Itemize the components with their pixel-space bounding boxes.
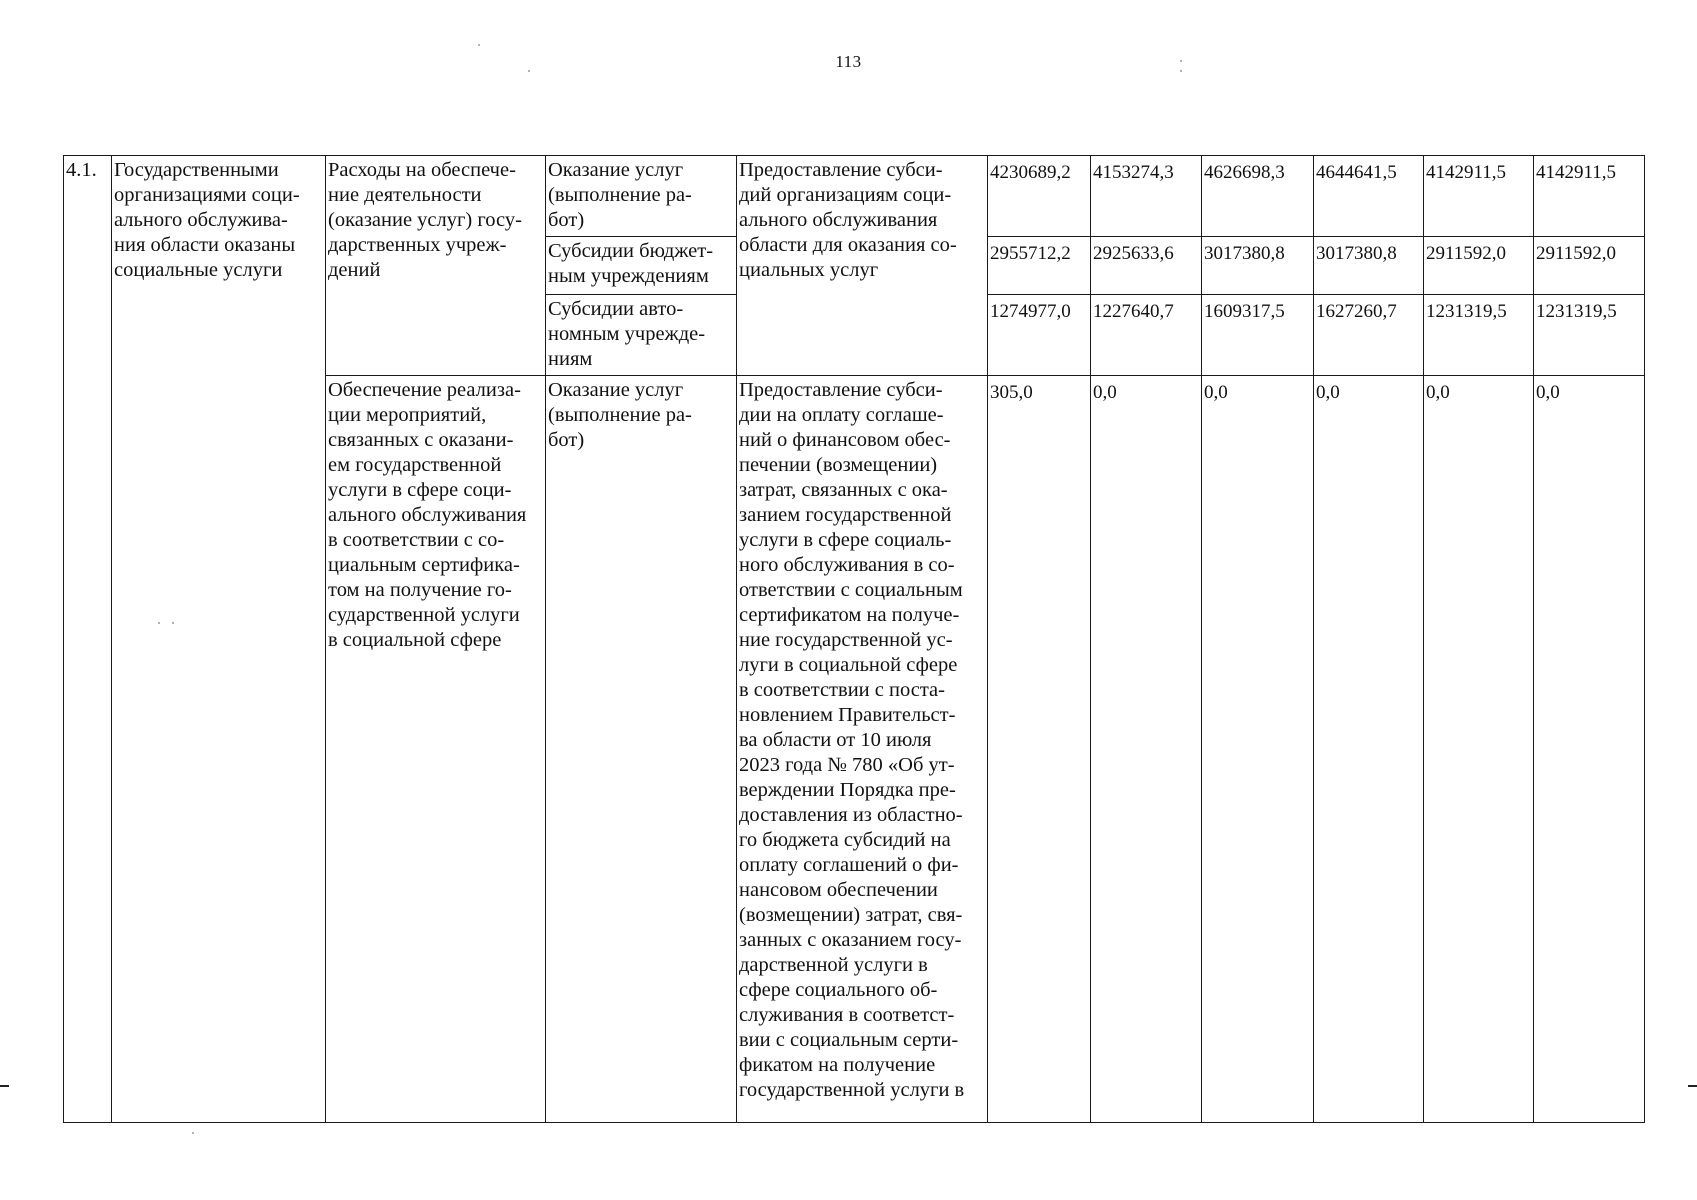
value-cell: 0,0	[1202, 376, 1314, 1123]
scan-speck	[528, 70, 530, 72]
direction-cell: Предоставление субси- дии на оплату соглаше- ний о финансовом обес- печении (возмещении) затрат, связанных с ока- занием государственной услуги в сфере социаль- ного обслуживания в со- ответствии с социальным сертификатом на получе- ние государственной ус- луги в социальной сфере в соответствии с поста- новлением Правительст- ва области от 10 июля 2023 года № 780 «Об ут- верждении Порядка пре- доставления из областно- го бюджета субсидий на оплату соглашений о фи- нансовом обеспечении (возмещении) затрат, свя- занных с оказанием госу- дарственной услуги в сфере социального об- служивания в соответст- вии с социальным серти- фикатом на получение государственной услуги в	[737, 376, 988, 1123]
value-cell: 1609317,5	[1202, 295, 1314, 376]
value-cell: 3017380,8	[1202, 237, 1314, 295]
page-number: 113	[835, 52, 862, 71]
row-number-cell: 4.1.	[64, 156, 112, 1123]
result-cell: Государственными организациями соци- ального обслужива- ния области оказаны социальные услуги	[112, 156, 326, 1123]
value-cell: 2911592,0	[1534, 237, 1645, 295]
scan-speck	[478, 44, 480, 46]
value-cell: 2955712,2	[988, 237, 1091, 295]
direction-cell: Предоставление субси- дий организациям соци- ального обслуживания области для оказания со- циальных услуг	[737, 156, 988, 376]
value-cell: 1231319,5	[1534, 295, 1645, 376]
value-cell: 4626698,3	[1202, 156, 1314, 237]
measure-cell: Расходы на обеспече- ние деятельности (оказание услуг) госу- дарственных учреж- дений	[326, 156, 546, 376]
scan-edge-mark	[0, 1085, 9, 1087]
value-cell: 4644641,5	[1314, 156, 1424, 237]
expense-type-cell: Субсидии бюджет- ным учреждениям	[546, 237, 737, 295]
scan-speck	[1180, 70, 1182, 72]
value-cell: 4142911,5	[1424, 156, 1534, 237]
scan-speck	[192, 1132, 194, 1134]
scan-speck	[1180, 60, 1182, 62]
expense-type-cell: Оказание услуг (выполнение ра- бот)	[546, 376, 737, 1123]
value-cell: 3017380,8	[1314, 237, 1424, 295]
value-cell: 0,0	[1424, 376, 1534, 1123]
value-cell: 305,0	[988, 376, 1091, 1123]
budget-table	[63, 155, 1645, 1123]
scan-edge-mark	[1688, 1085, 1697, 1087]
expense-type-cell: Субсидии авто- номным учрежде- ниям	[546, 295, 737, 376]
value-cell: 0,0	[1534, 376, 1645, 1123]
table-row	[64, 156, 1645, 237]
value-cell: 4230689,2	[988, 156, 1091, 237]
measure-cell: Обеспечение реализа- ции мероприятий, связанных с оказани- ем государственной услуги в сфере соци- ального обслуживания в соответствии с со- циальным сертифика- том на получение го- сударственной услуги в социальной сфере	[326, 376, 546, 1123]
value-cell: 0,0	[1314, 376, 1424, 1123]
value-cell: 0,0	[1091, 376, 1202, 1123]
value-cell: 4142911,5	[1534, 156, 1645, 237]
value-cell: 2911592,0	[1424, 237, 1534, 295]
value-cell: 4153274,3	[1091, 156, 1202, 237]
expense-type-cell: Оказание услуг (выполнение ра- бот)	[546, 156, 737, 237]
value-cell: 1227640,7	[1091, 295, 1202, 376]
value-cell: 1231319,5	[1424, 295, 1534, 376]
value-cell: 1274977,0	[988, 295, 1091, 376]
value-cell: 2925633,6	[1091, 237, 1202, 295]
value-cell: 1627260,7	[1314, 295, 1424, 376]
